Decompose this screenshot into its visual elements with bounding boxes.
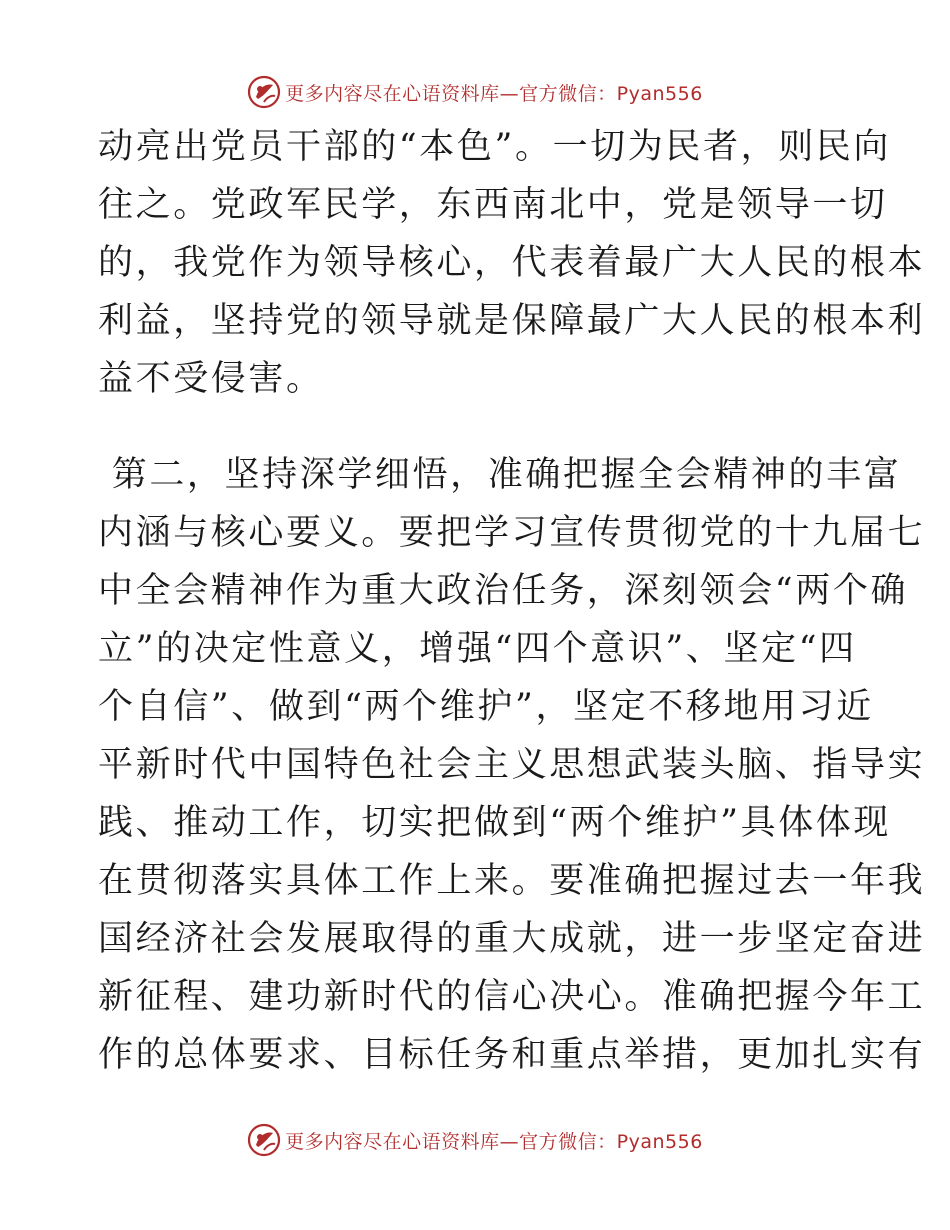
header-watermark	[0, 72, 950, 112]
text-line: 往之。党政军民学，东西南北中，党是领导一切	[98, 185, 888, 225]
text-line: 平新时代中国特色社会主义思想武装头脑、指导实	[98, 745, 926, 785]
text-line: 第二，坚持深学细悟，准确把握全会精神的丰富	[98, 455, 902, 495]
text-line: 中全会精神作为重大政治任务，深刻领会“两个确	[98, 571, 909, 611]
paragraph-1	[98, 118, 926, 408]
text-line: 在贯彻落实具体工作上来。要准确把握过去一年我	[98, 861, 926, 901]
watermark-text: 更多内容尽在心语资料库—官方微信：Pyan556	[285, 1130, 703, 1153]
text-line: 动亮出党员干部的“本色”。一切为民者，则民向	[98, 127, 891, 167]
flower-seal-icon	[247, 75, 281, 109]
text-line: 国经济社会发展取得的重大成就，进一步坚定奋进	[98, 919, 926, 959]
text-line: 利益，坚持党的领导就是保障最广大人民的根本利	[98, 301, 926, 341]
paragraph-2	[98, 446, 926, 1084]
footer-watermark	[0, 1120, 950, 1160]
paragraph-gap	[98, 408, 858, 446]
text-line: 个自信”、做到“两个维护”，坚定不移地用习近	[98, 687, 874, 727]
document-body	[98, 118, 926, 1084]
text-line: 益不受侵害。	[98, 359, 324, 399]
text-line: 立”的决定性意义，增强“四个意识”、坚定“四	[98, 629, 857, 669]
text-line: 新征程、建功新时代的信心决心。准确把握今年工	[98, 977, 926, 1017]
text-line: 作的总体要求、目标任务和重点举措，更加扎实有	[98, 1035, 926, 1075]
text-line: 内涵与核心要义。要把学习宣传贯彻党的十九届七	[98, 513, 926, 553]
watermark-text: 更多内容尽在心语资料库—官方微信：Pyan556	[285, 82, 703, 105]
flower-seal-icon	[247, 1123, 281, 1157]
text-line: 的，我党作为领导核心，代表着最广大人民的根本	[98, 243, 926, 283]
text-line: 践、推动工作，切实把做到“两个维护”具体体现	[98, 803, 891, 843]
